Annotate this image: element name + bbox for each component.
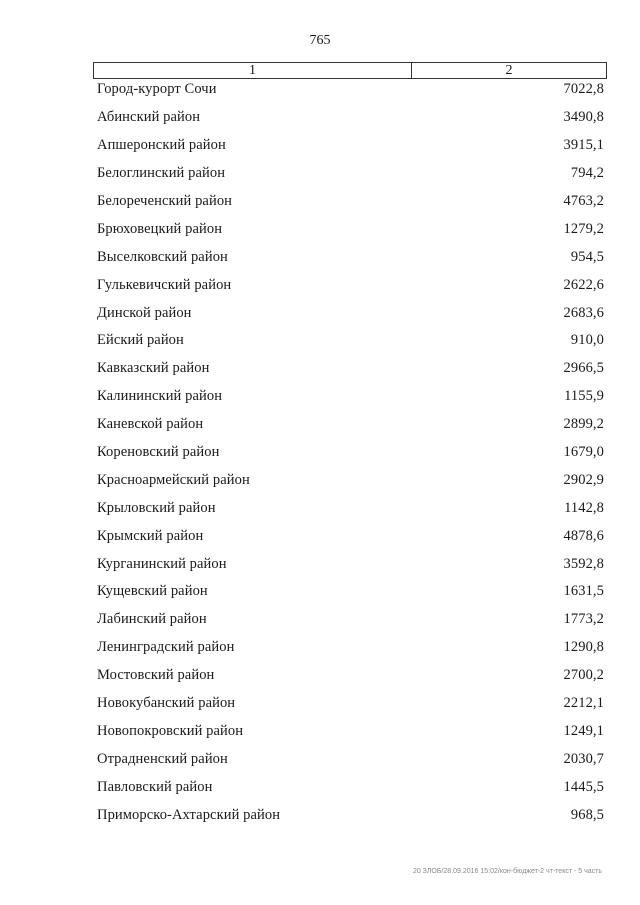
table-row	[97, 522, 607, 550]
table-row	[97, 439, 607, 467]
district-value: 1142,8	[564, 499, 604, 516]
table-row	[97, 494, 607, 522]
table-row	[97, 773, 607, 801]
table-row	[97, 271, 607, 299]
district-value: 7022,8	[563, 81, 604, 98]
district-value: 4878,6	[563, 527, 604, 544]
district-name: Приморско-Ахтарский район	[97, 806, 281, 823]
table-row	[97, 466, 607, 494]
table-row	[97, 745, 607, 773]
district-name: Отрадненский район	[97, 750, 228, 767]
district-name: Павловский район	[97, 778, 213, 795]
district-name: Белореченский район	[97, 193, 233, 209]
district-name: Мостовский район	[97, 667, 215, 684]
table-row	[97, 690, 607, 718]
table-row	[97, 662, 607, 690]
table-row	[97, 606, 607, 634]
district-value: 4763,2	[563, 193, 604, 209]
district-value: 1631,5	[563, 583, 604, 600]
table-row	[97, 215, 607, 243]
district-name: Кореновский район	[97, 444, 220, 461]
district-name: Выселковский район	[97, 248, 228, 265]
district-name: Город-курорт Сочи	[97, 81, 217, 98]
district-value: 2902,9	[563, 471, 604, 488]
table-row	[97, 160, 607, 188]
district-value: 954,5	[570, 248, 604, 265]
table-row	[97, 801, 607, 829]
district-name: Абинский район	[97, 109, 201, 126]
district-name: Апшеронский район	[97, 137, 226, 154]
district-value: 3592,8	[563, 555, 604, 572]
district-name: Крымский район	[97, 527, 204, 544]
table-row	[97, 578, 607, 606]
district-value: 1155,9	[564, 388, 604, 405]
district-name: Крыловский район	[97, 499, 216, 516]
district-value: 1279,2	[563, 220, 604, 237]
district-value: 1290,8	[563, 639, 604, 656]
district-name: Ейский район	[97, 332, 184, 349]
table-row	[97, 188, 607, 216]
table-row	[97, 104, 607, 132]
table-row	[97, 634, 607, 662]
page-number: 765	[309, 33, 331, 48]
district-name: Калининский район	[97, 388, 223, 405]
district-value: 2212,1	[563, 695, 604, 712]
district-value: 3915,1	[563, 137, 604, 154]
footer-filename: 20 ЗЛОБ/28.09.2016 15:02/кон-бюджет-2 чт-текст - 5 часть	[412, 868, 602, 875]
table-row	[97, 411, 607, 439]
table-row	[97, 299, 607, 327]
district-value: 794,2	[570, 165, 604, 182]
table-row	[97, 132, 607, 160]
district-name: Ленинградский район	[97, 639, 235, 656]
district-value: 968,5	[570, 806, 604, 823]
column-header-2: 2	[505, 63, 513, 78]
district-value: 2622,6	[563, 276, 604, 293]
district-value: 1445,5	[563, 778, 604, 795]
district-value: 1249,1	[563, 722, 604, 739]
district-name: Курганинский район	[97, 555, 227, 572]
district-value: 1773,2	[563, 611, 604, 628]
column-header-1: 1	[94, 63, 412, 78]
district-value: 2700,2	[563, 667, 604, 684]
district-name: Брюховецкий район	[97, 220, 223, 237]
district-name: Кавказский район	[97, 360, 210, 377]
table-row	[97, 383, 607, 411]
district-value: 2030,7	[563, 750, 604, 767]
district-name: Динской район	[97, 304, 192, 321]
table-row	[97, 717, 607, 745]
district-value: 3490,8	[563, 109, 604, 126]
district-value: 2899,2	[563, 416, 604, 433]
table-row	[97, 550, 607, 578]
table-row	[97, 76, 607, 104]
district-value: 910,0	[570, 332, 604, 349]
district-name: Новопокровский район	[97, 722, 244, 739]
district-name: Белоглинский район	[97, 165, 226, 182]
district-name: Гулькевичский район	[97, 276, 232, 293]
district-value: 2683,6	[563, 304, 604, 321]
district-name: Красноармейский район	[97, 471, 250, 488]
table-row	[97, 327, 607, 355]
district-name: Лабинский район	[97, 611, 207, 628]
table-body	[97, 76, 607, 829]
district-value: 1679,0	[563, 444, 604, 461]
table-row	[97, 355, 607, 383]
district-name: Каневской район	[97, 416, 204, 433]
table-row	[97, 243, 607, 271]
district-value: 2966,5	[563, 360, 604, 377]
district-name: Новокубанский район	[97, 695, 236, 712]
district-name: Кущевский район	[97, 583, 208, 600]
